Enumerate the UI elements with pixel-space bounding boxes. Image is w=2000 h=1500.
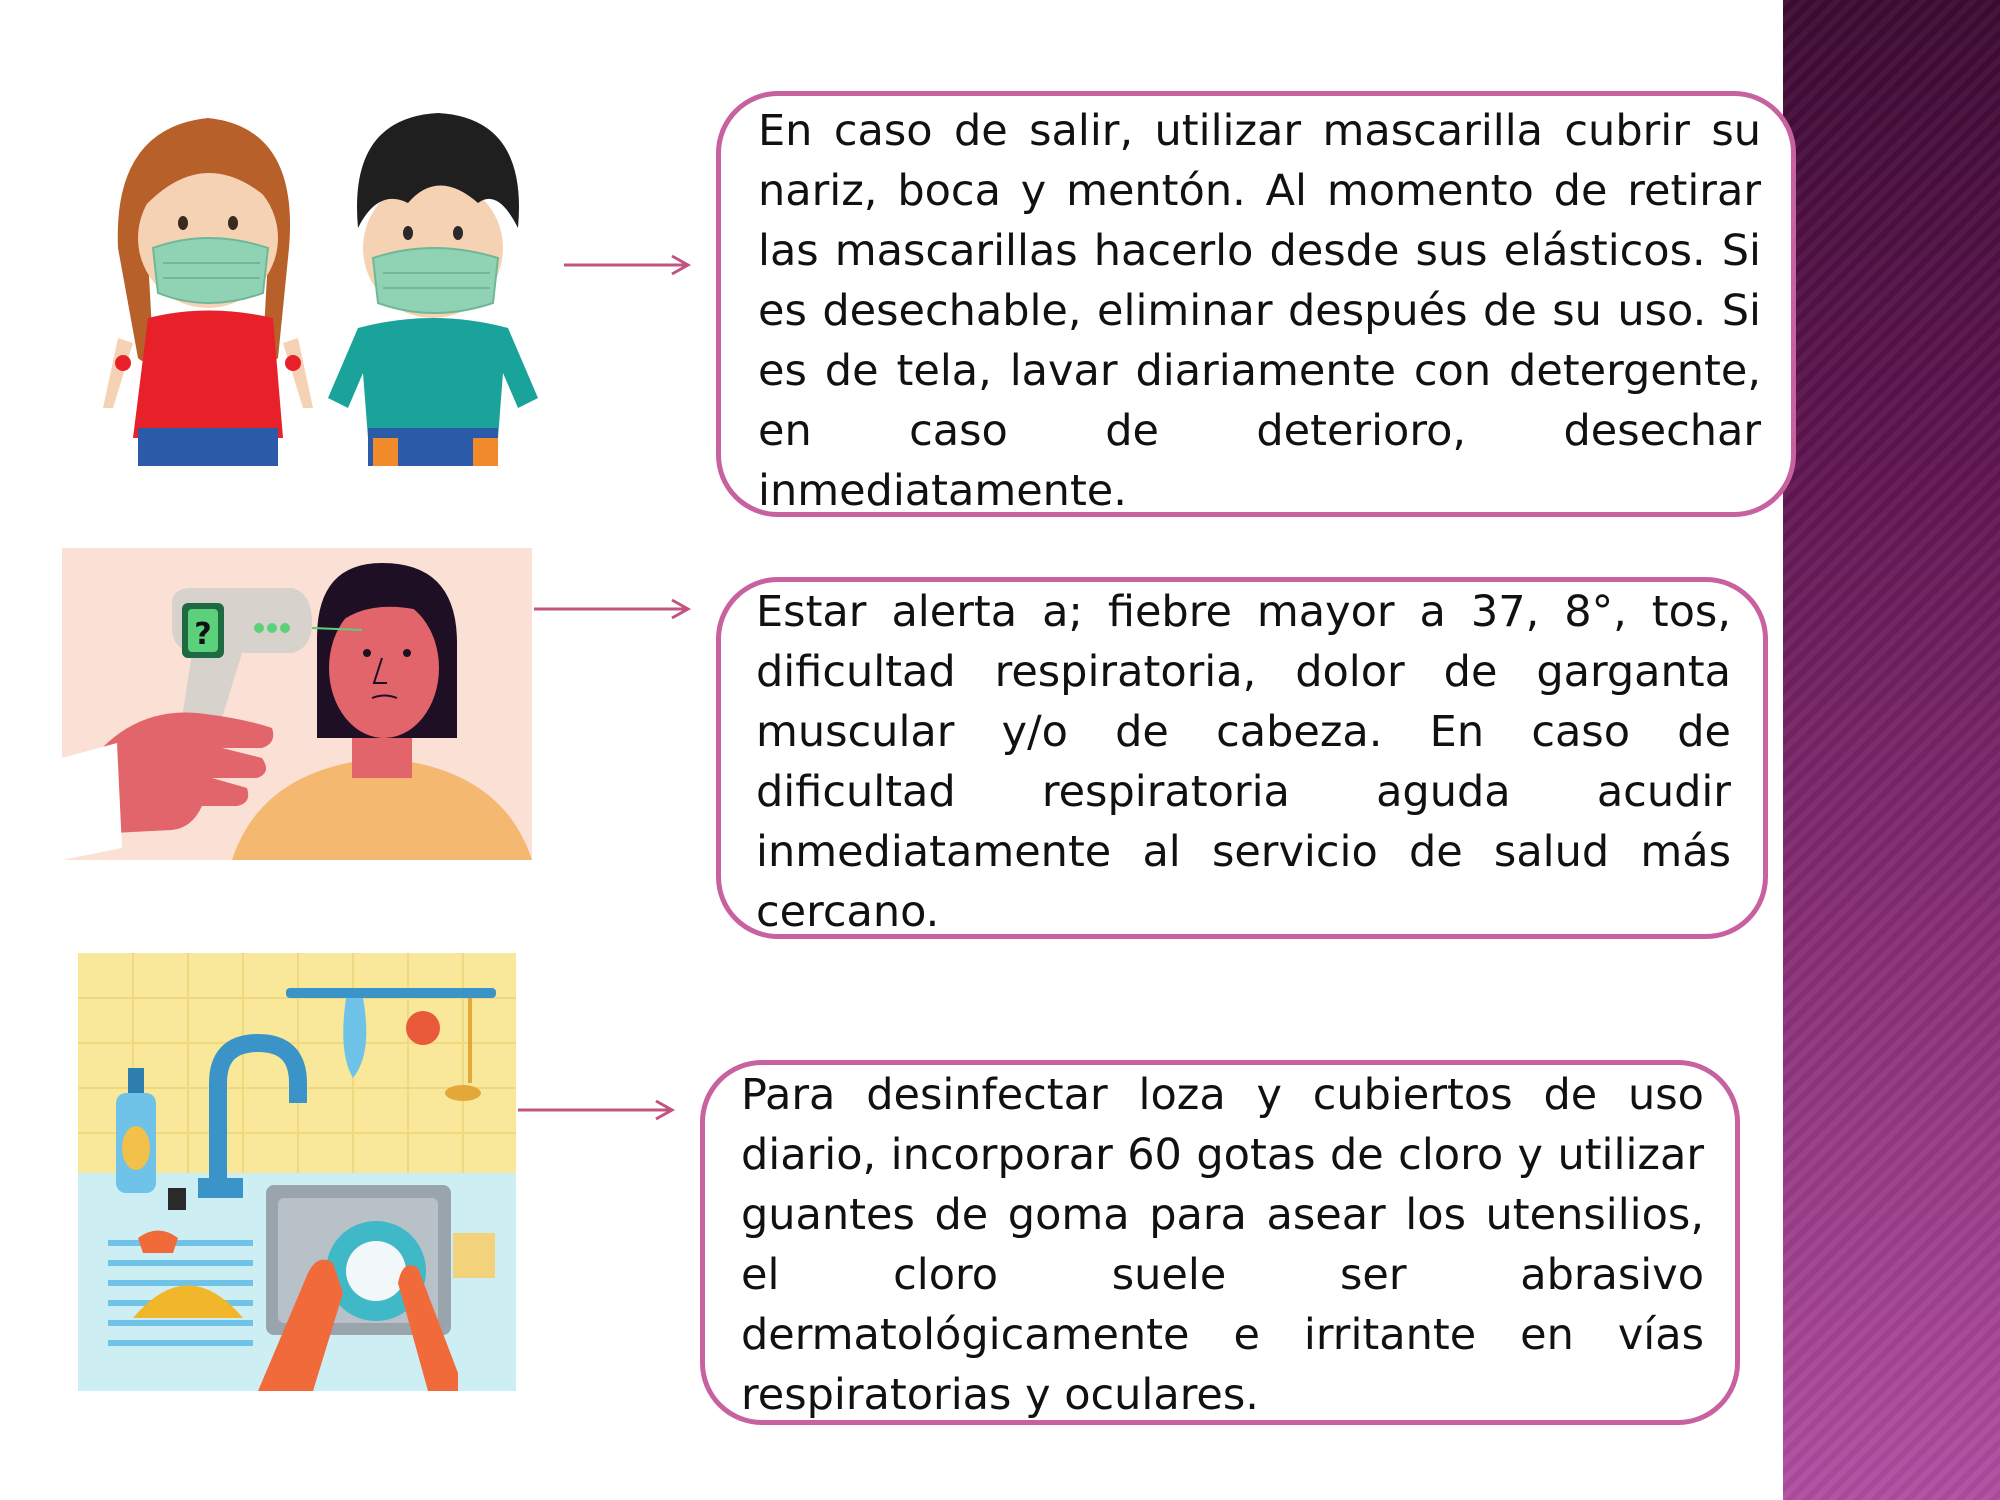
thermometer-display-symbol: ? — [194, 617, 212, 652]
arrow-3-icon — [516, 1098, 676, 1122]
tip-box-mask — [716, 91, 1796, 517]
temperature-check-illustration — [62, 548, 532, 860]
decorative-sidebar — [1783, 0, 2000, 1500]
tip-box-dishes — [700, 1060, 1740, 1425]
tip-box-symptoms — [716, 577, 1768, 939]
tip-text-mask: En caso de salir, utilizar mascarilla cubrir su nariz, boca y mentón. Al momento de retirar las mascarillas hacerlo desde sus elásticos. Si es desechable, eliminar después de su uso. Si es de tela, lavar diariamente con detergente, en caso de deterioro, desechar inmediatamente. — [758, 106, 1761, 516]
tip-text-dishes: Para desinfectar loza y cubiertos de uso diario, incorporar 60 gotas de cloro y utilizar guantes de goma para asear los utensilios, el cloro suele ser abrasivo dermatológicamente e irritante en vías respiratorias y oculares. — [741, 1070, 1704, 1420]
washing-dishes-illustration — [78, 953, 516, 1391]
tip-text-symptoms: Estar alerta a; fiebre mayor a 37, 8°, tos, dificultad respiratoria, dolor de garganta muscular y/o de cabeza. En caso de dificultad respiratoria aguda acudir inmediatamente al servicio de salud más cercano. — [756, 587, 1731, 937]
children-masks-illustration — [78, 108, 578, 466]
arrow-2-icon — [532, 597, 692, 621]
arrow-1-icon — [562, 253, 692, 277]
